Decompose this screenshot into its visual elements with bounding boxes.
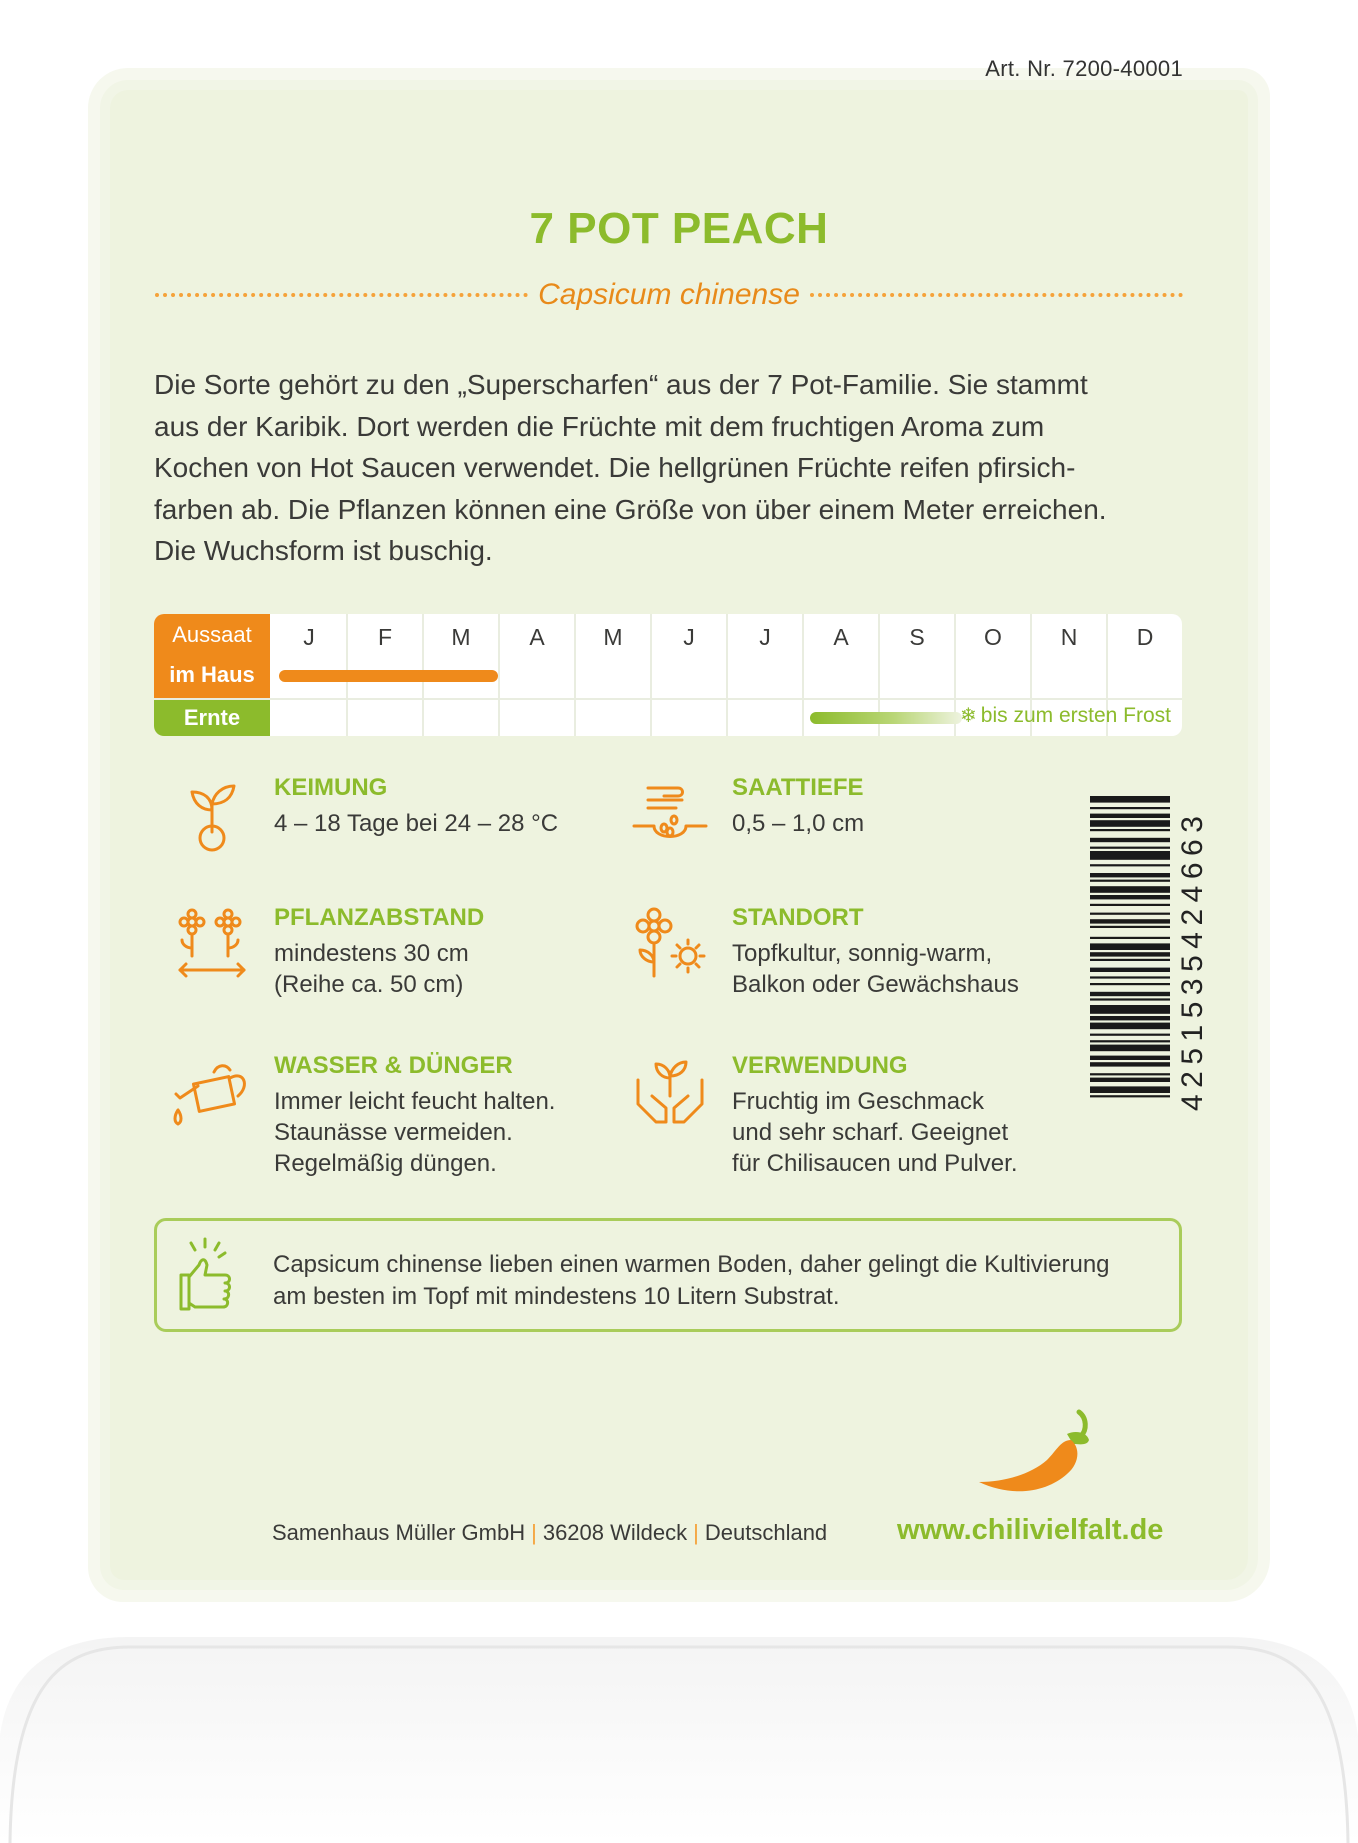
wasser-line: Immer leicht feucht halten. <box>274 1088 556 1115</box>
plant-spacing-icon <box>172 904 252 984</box>
calendar-divider <box>154 698 1182 700</box>
frost-note <box>960 703 1171 728</box>
barcode-bar <box>1090 1023 1170 1030</box>
tip-line: am besten im Topf mit mindestens 10 Litern Substrat. <box>273 1283 840 1310</box>
month-label: M <box>603 624 623 650</box>
sprout-icon <box>172 774 252 854</box>
harvest-period-bar <box>810 712 962 724</box>
sowing-label-box <box>154 614 270 698</box>
article-number: Art. Nr. 7200-40001 <box>985 56 1183 81</box>
barcode-bar <box>1090 1073 1170 1075</box>
month-col <box>650 614 726 736</box>
calendar-legend <box>154 614 270 736</box>
barcode-bar <box>1090 1078 1170 1082</box>
standort-text <box>732 938 1019 1000</box>
harvest-label-box <box>154 700 270 736</box>
company-address: 36208 Wildeck <box>542 1520 688 1545</box>
barcode-bar <box>1090 814 1170 818</box>
barcode-bar <box>1090 992 1170 996</box>
sowing-label: Aussaat <box>172 622 252 647</box>
month-col <box>498 614 574 736</box>
barcode-bar <box>1090 1095 1170 1097</box>
barcode-bar <box>1090 937 1170 939</box>
barcode-bar <box>1090 983 1170 985</box>
description-line: Kochen von Hot Saucen verwendet. Die hellgrünen Früchte reifen pfirsich- <box>154 452 1076 483</box>
description-line: Die Sorte gehört zu den „Superscharfen“ aus der 7 Pot-Familie. Sie stammt <box>154 369 1088 400</box>
harvest-label: Ernte <box>183 705 241 730</box>
month-label: J <box>303 624 315 650</box>
barcode-bar <box>1090 880 1170 882</box>
hands-plant-icon <box>630 1052 710 1132</box>
wasser-title: WASSER & DÜNGER <box>274 1052 513 1079</box>
keimung-title: KEIMUNG <box>274 774 388 801</box>
month-label: D <box>1136 624 1154 650</box>
barcode-bar <box>1090 851 1170 860</box>
month-label: A <box>529 624 545 650</box>
subtitle-row <box>155 275 1183 315</box>
month-label: J <box>759 624 771 650</box>
barcode-bar <box>1090 829 1170 831</box>
standort-title: STANDORT <box>732 904 864 931</box>
packet-bottom-flap <box>0 1605 1358 1843</box>
barcode-bar <box>1090 1016 1170 1020</box>
barcode-bar <box>1090 1040 1170 1042</box>
verwendung-line: Fruchtig im Geschmack <box>732 1088 985 1115</box>
company-country: Deutschland <box>704 1520 828 1545</box>
barcode-bar <box>1090 1045 1170 1052</box>
verwendung-line: und sehr scharf. Geeignet <box>732 1119 1009 1146</box>
saattiefe-title: SAATTIEFE <box>732 774 864 801</box>
seed-depth-icon <box>630 774 710 854</box>
snowflake-icon: ❄ <box>960 705 977 727</box>
barcode-bar <box>1090 968 1170 972</box>
barcode-bar <box>1090 943 1170 950</box>
barcode-bar <box>1090 820 1170 827</box>
wasser-line: Regelmäßig düngen. <box>274 1150 497 1177</box>
standort-line: Balkon oder Gewächshaus <box>732 971 1019 998</box>
dotted-divider-left <box>155 293 528 297</box>
barcode-bar <box>1090 913 1170 915</box>
variety-title: 7 POT PEACH <box>529 204 829 253</box>
barcode-bar <box>1090 873 1170 877</box>
barcode-bar <box>1090 952 1170 956</box>
barcode-bar <box>1090 926 1170 928</box>
wasser-line: Staunässe vermeiden. <box>274 1119 513 1146</box>
month-label: S <box>909 624 925 650</box>
flower-sun-icon <box>630 904 710 984</box>
barcode-bar <box>1090 1056 1170 1060</box>
barcode-bar <box>1090 838 1170 842</box>
barcode-number: 4251535424663 <box>1176 810 1209 1112</box>
description <box>154 364 1194 572</box>
verwendung-line: für Chilisaucen und Pulver. <box>732 1150 1018 1177</box>
tip-line: Capsicum chinense lieben einen warmen Boden, daher gelingt die Kultivierung <box>273 1251 1110 1278</box>
frost-note-text: bis zum ersten Frost <box>980 704 1171 727</box>
pflanzabstand-line: (Reihe ca. 50 cm) <box>274 971 464 998</box>
description-line: aus der Karibik. Dort werden die Früchte mit dem fruchtigen Aroma zum <box>154 410 1045 442</box>
barcode-bar <box>1090 976 1170 978</box>
wasser-text <box>274 1086 555 1179</box>
barcode-bar <box>1090 886 1170 893</box>
saattiefe-line: 0,5 – 1,0 cm <box>732 810 865 837</box>
verwendung-text <box>732 1086 1018 1179</box>
barcode-bar <box>1090 998 1170 1000</box>
tip-box <box>154 1218 1182 1332</box>
keimung-text <box>274 808 558 839</box>
pflanzabstand-text <box>274 938 469 1000</box>
keimung-line: 4 – 18 Tage bei 24 – 28 °C <box>274 810 559 837</box>
sowing-sublabel: im Haus <box>169 662 255 687</box>
footer-separator: | <box>693 1520 699 1545</box>
verwendung-title: VERWENDUNG <box>732 1052 908 1079</box>
barcode-bar <box>1090 895 1170 899</box>
barcode-bar <box>1090 904 1170 906</box>
standort-line: Topfkultur, sonnig-warm, <box>732 940 993 967</box>
pflanzabstand-line: mindestens 30 cm <box>274 940 469 967</box>
description-line: Die Wuchsform ist buschig. <box>154 535 493 566</box>
chili-pepper-icon <box>975 1400 1105 1510</box>
barcode-bar <box>1090 959 1170 961</box>
botanical-name: Capsicum chinense <box>538 278 800 311</box>
barcode-bar <box>1090 1034 1170 1036</box>
month-label: O <box>984 624 1002 650</box>
pflanzabstand-title: PFLANZABSTAND <box>274 904 485 931</box>
barcode-bar <box>1090 847 1170 849</box>
month-label: M <box>451 624 471 650</box>
month-label: A <box>833 624 849 650</box>
barcode-bar <box>1090 807 1170 809</box>
saattiefe-text <box>732 808 864 839</box>
website-link[interactable]: www.chilivielfalt.de <box>897 1514 1164 1546</box>
barcode-bar <box>1090 1062 1170 1066</box>
month-label: J <box>683 624 695 650</box>
barcode-bar <box>1090 864 1170 866</box>
barcode-bar <box>1090 1086 1170 1093</box>
sowing-period-bar <box>279 670 498 682</box>
footer-separator: | <box>531 1520 537 1545</box>
company-footer <box>272 1520 827 1546</box>
description-line: farben ab. Die Pflanzen können eine Größe von über einem Meter erreichen. <box>154 493 1107 525</box>
month-label: F <box>377 624 393 650</box>
watering-can-icon <box>172 1052 252 1132</box>
month-col <box>726 614 802 736</box>
company-name: Samenhaus Müller GmbH <box>272 1520 526 1545</box>
barcode-bar <box>1090 1005 1170 1014</box>
barcode-bar <box>1090 796 1170 803</box>
tip-text <box>273 1249 1110 1313</box>
barcode-bar <box>1090 919 1170 923</box>
thumbs-up-icon <box>175 1235 247 1317</box>
month-label: N <box>1060 624 1078 650</box>
dotted-divider-right <box>810 293 1183 297</box>
month-col <box>574 614 650 736</box>
